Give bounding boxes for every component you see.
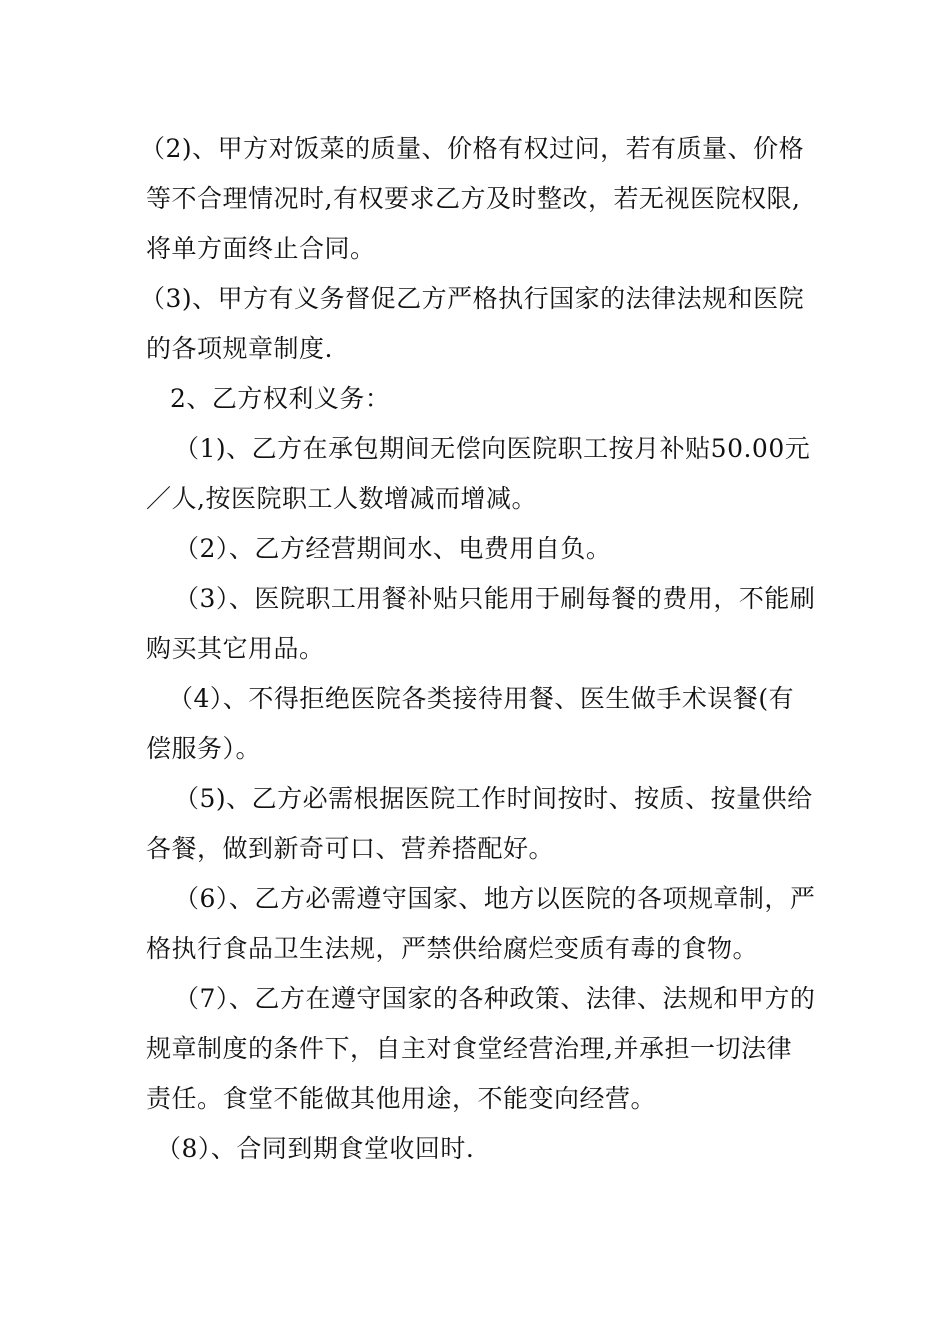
paragraph-3: 2、乙方权利义务： <box>170 384 391 413</box>
paragraph-4: （1)、乙方在承包期间无偿向医院职工按月补贴50.00元／人,按医院职工人数增减而增减。 <box>146 434 811 513</box>
paragraph-5: （2）、乙方经营期间水、电费用自负。 <box>174 534 612 563</box>
paragraph-9: （6）、乙方必需遵守国家、地方以医院的各项规章制，严格执行食品卫生法规，严禁供给腐烂变质有毒的食物。 <box>146 884 816 963</box>
paragraph-1: （2)、甲方对饭菜的质量、价格有权过问，若有质量、价格等不合理情况时,有权要求乙方及时整改，若无视医院权限,将单方面终止合同。 <box>140 134 805 263</box>
paragraph-10: （7）、乙方在遵守国家的各种政策、法律、法规和甲方的规章制度的条件下，自主对食堂经营治理,并承担一切法律责任。食堂不能做其他用途，不能变向经营。 <box>146 984 816 1113</box>
paragraph-11: （8）、合同到期食堂收回时. <box>156 1134 475 1163</box>
paragraph-6: （3）、医院职工用餐补贴只能用于刷每餐的费用，不能刷购买其它用品。 <box>146 584 816 663</box>
paragraph-8: （5)、乙方必需根据医院工作时间按时、按质、按量供给各餐，做到新奇可口、营养搭配好。 <box>146 784 813 863</box>
paragraph-7: （4）、不得拒绝医院各类接待用餐、医生做手术误餐(有偿服务）。 <box>146 684 795 763</box>
paragraph-2: （3)、甲方有义务督促乙方严格执行国家的法律法规和医院的各项规章制度. <box>140 284 805 363</box>
